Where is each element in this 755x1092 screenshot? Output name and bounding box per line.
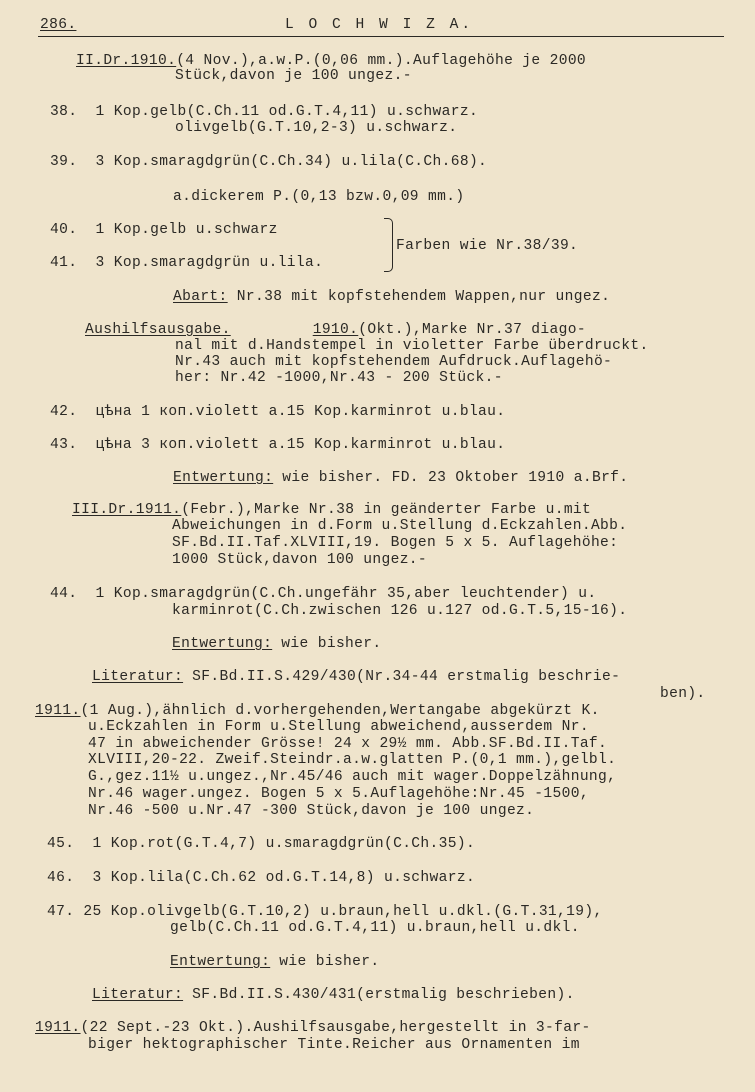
text-run: 45. 1 Kop.rot(G.T.4,7) u.smaragdgrün(C.Ch.35). [47, 836, 476, 852]
text-line [92, 987, 575, 1004]
text-line [172, 518, 627, 535]
underlined-heading: Entwertung: [173, 470, 274, 486]
text-line [47, 836, 475, 853]
underlined-heading: 1911. [35, 703, 81, 719]
text-line [35, 1020, 591, 1037]
underlined-heading: Aushilfsausgabe. [85, 322, 231, 338]
text-line [172, 603, 627, 620]
text-line [35, 703, 600, 720]
text-line [175, 68, 412, 85]
text-line [175, 354, 612, 371]
text-run: biger hektographischer Tinte.Reicher aus Ornamenten im [88, 1037, 580, 1053]
header-rule [38, 36, 724, 37]
text-run: 43. цѣна 3 коп.violett a.15 Kop.karminrot u.blau. [50, 437, 506, 453]
underlined-heading: Entwertung: [172, 636, 273, 652]
text-run: 47 in abweichender Grösse! 24 x 29½ mm. Abb.SF.Bd.II.Taf. [88, 736, 608, 752]
text-run: (1 Aug.),ähnlich d.vorhergehenden,Wertangabe abgekürzt K. [80, 703, 600, 719]
text-run: 44. 1 Kop.smaragdgrün(C.Ch.ungefähr 35,aber leuchtender) u. [50, 586, 597, 602]
text-line [85, 322, 586, 339]
text-line [50, 154, 487, 171]
text-line [88, 752, 616, 769]
text-run: Farben wie Nr.38/39. [396, 238, 579, 254]
text-line [172, 636, 381, 653]
text-line [173, 289, 610, 306]
text-run [231, 322, 313, 338]
text-line [172, 552, 427, 569]
text-run: wie bisher. [272, 636, 382, 652]
text-line [50, 437, 505, 454]
underlined-heading: Literatur: [92, 669, 184, 685]
text-line [88, 769, 616, 786]
text-line [660, 686, 706, 703]
text-run: (22 Sept.-23 Okt.).Aushilfsausgabe,hergestellt in 3-far- [80, 1020, 591, 1036]
text-run: SF.Bd.II.S.429/430(Nr.34-44 erstmalig beschrie- [183, 669, 621, 685]
text-line [170, 954, 379, 971]
text-run: (4 Nov.),a.w.P.(0,06 mm.).Auflagehöhe je 2000 [176, 53, 587, 69]
text-line [175, 338, 649, 355]
underlined-heading: Abart: [173, 289, 228, 305]
text-run: wie bisher. FD. 23 Oktober 1910 a.Brf. [273, 470, 629, 486]
text-run: olivgelb(G.T.10,2-3) u.schwarz. [175, 120, 458, 136]
text-run: G.,gez.11½ u.ungez.,Nr.45/46 auch mit wager.Doppelzähnung, [88, 769, 617, 785]
text-line [88, 736, 607, 753]
text-line [72, 502, 591, 519]
text-line [172, 535, 618, 552]
text-line [173, 189, 464, 206]
text-run: a.dickerem P.(0,13 bzw.0,09 mm.) [173, 189, 465, 205]
text-run: SF.Bd.II.Taf.XLVIII,19. Bogen 5 x 5. Auflagehöhe: [172, 535, 619, 551]
text-run: 42. цѣна 1 коп.violett a.15 Kop.karminrot u.blau. [50, 404, 506, 420]
text-line [50, 104, 478, 121]
text-run: Abweichungen in d.Form u.Stellung d.Eckzahlen.Abb. [172, 518, 628, 534]
text-run: XLVIII,20-22. Zweif.Steindr.a.w.glatten P.(0,1 mm.),gelbl. [88, 752, 617, 768]
text-line [50, 255, 323, 272]
text-run: 41. 3 Kop.smaragdgrün u.lila. [50, 255, 324, 271]
brace-bracket [384, 218, 393, 272]
text-run: 47. 25 Kop.olivgelb(G.T.10,2) u.braun,hell u.dkl.(G.T.31,19), [47, 904, 603, 920]
text-line [88, 1037, 580, 1054]
text-line [88, 786, 589, 803]
text-run: 40. 1 Kop.gelb u.schwarz [50, 222, 278, 238]
text-line [396, 238, 578, 255]
text-line [173, 470, 628, 487]
text-line [92, 669, 620, 686]
text-line [50, 586, 596, 603]
text-run: Nr.46 -500 u.Nr.47 -300 Stück,davon je 100 ungez. [88, 803, 535, 819]
text-line [50, 222, 278, 239]
text-run: gelb(C.Ch.11 od.G.T.4,11) u.braun,hell u.dkl. [170, 920, 580, 936]
text-line [50, 404, 505, 421]
text-run: ben). [660, 686, 706, 702]
text-line [170, 920, 580, 937]
text-run: 38. 1 Kop.gelb(C.Ch.11 od.G.T.4,11) u.schwarz. [50, 104, 479, 120]
text-run: wie bisher. [270, 954, 380, 970]
text-line [175, 370, 503, 387]
text-run: Stück,davon je 100 ungez.- [175, 68, 412, 84]
page-title: L O C H W I Z A. [285, 17, 474, 33]
underlined-heading: III.Dr.1911. [72, 502, 182, 518]
page-number: 286. [40, 17, 77, 33]
text-run: karminrot(C.Ch.zwischen 126 u.127 od.G.T.5,15-16). [172, 603, 628, 619]
text-run: 39. 3 Kop.smaragdgrün(C.Ch.34) u.lila(C.Ch.68). [50, 154, 488, 170]
underlined-heading: 1910. [312, 322, 359, 338]
text-run: Nr.43 auch mit kopfstehendem Aufdruck.Auflagehö- [175, 354, 613, 370]
underlined-heading: 1911. [35, 1020, 81, 1036]
underlined-heading: Entwertung: [170, 954, 271, 970]
text-line [47, 904, 603, 921]
text-run: 1000 Stück,davon 100 ungez.- [172, 552, 428, 568]
text-line [47, 870, 475, 887]
text-run: SF.Bd.II.S.430/431(erstmalig beschrieben). [183, 987, 575, 1003]
text-run: her: Nr.42 -1000,Nr.43 - 200 Stück.- [175, 370, 503, 386]
text-run: 46. 3 Kop.lila(C.Ch.62 od.G.T.14,8) u.schwarz. [47, 870, 476, 886]
underlined-heading: Literatur: [92, 987, 184, 1003]
text-line [88, 719, 589, 736]
text-run: (Okt.),Marke Nr.37 diago- [358, 322, 586, 338]
text-line [88, 803, 534, 820]
text-run: Nr.38 mit kopfstehendem Wappen,nur ungez. [227, 289, 611, 305]
text-line [175, 120, 457, 137]
text-run: Nr.46 wager.ungez. Bogen 5 x 5.Auflagehöhe:Nr.45 -1500, [88, 786, 589, 802]
underlined-heading: II.Dr.1910. [76, 53, 177, 69]
text-run: (Febr.),Marke Nr.38 in geänderter Farbe u.mit [181, 502, 592, 518]
text-run: nal mit d.Handstempel in violetter Farbe überdruckt. [175, 338, 649, 354]
text-run: u.Eckzahlen in Form u.Stellung abweichend,ausserdem Nr. [88, 719, 589, 735]
